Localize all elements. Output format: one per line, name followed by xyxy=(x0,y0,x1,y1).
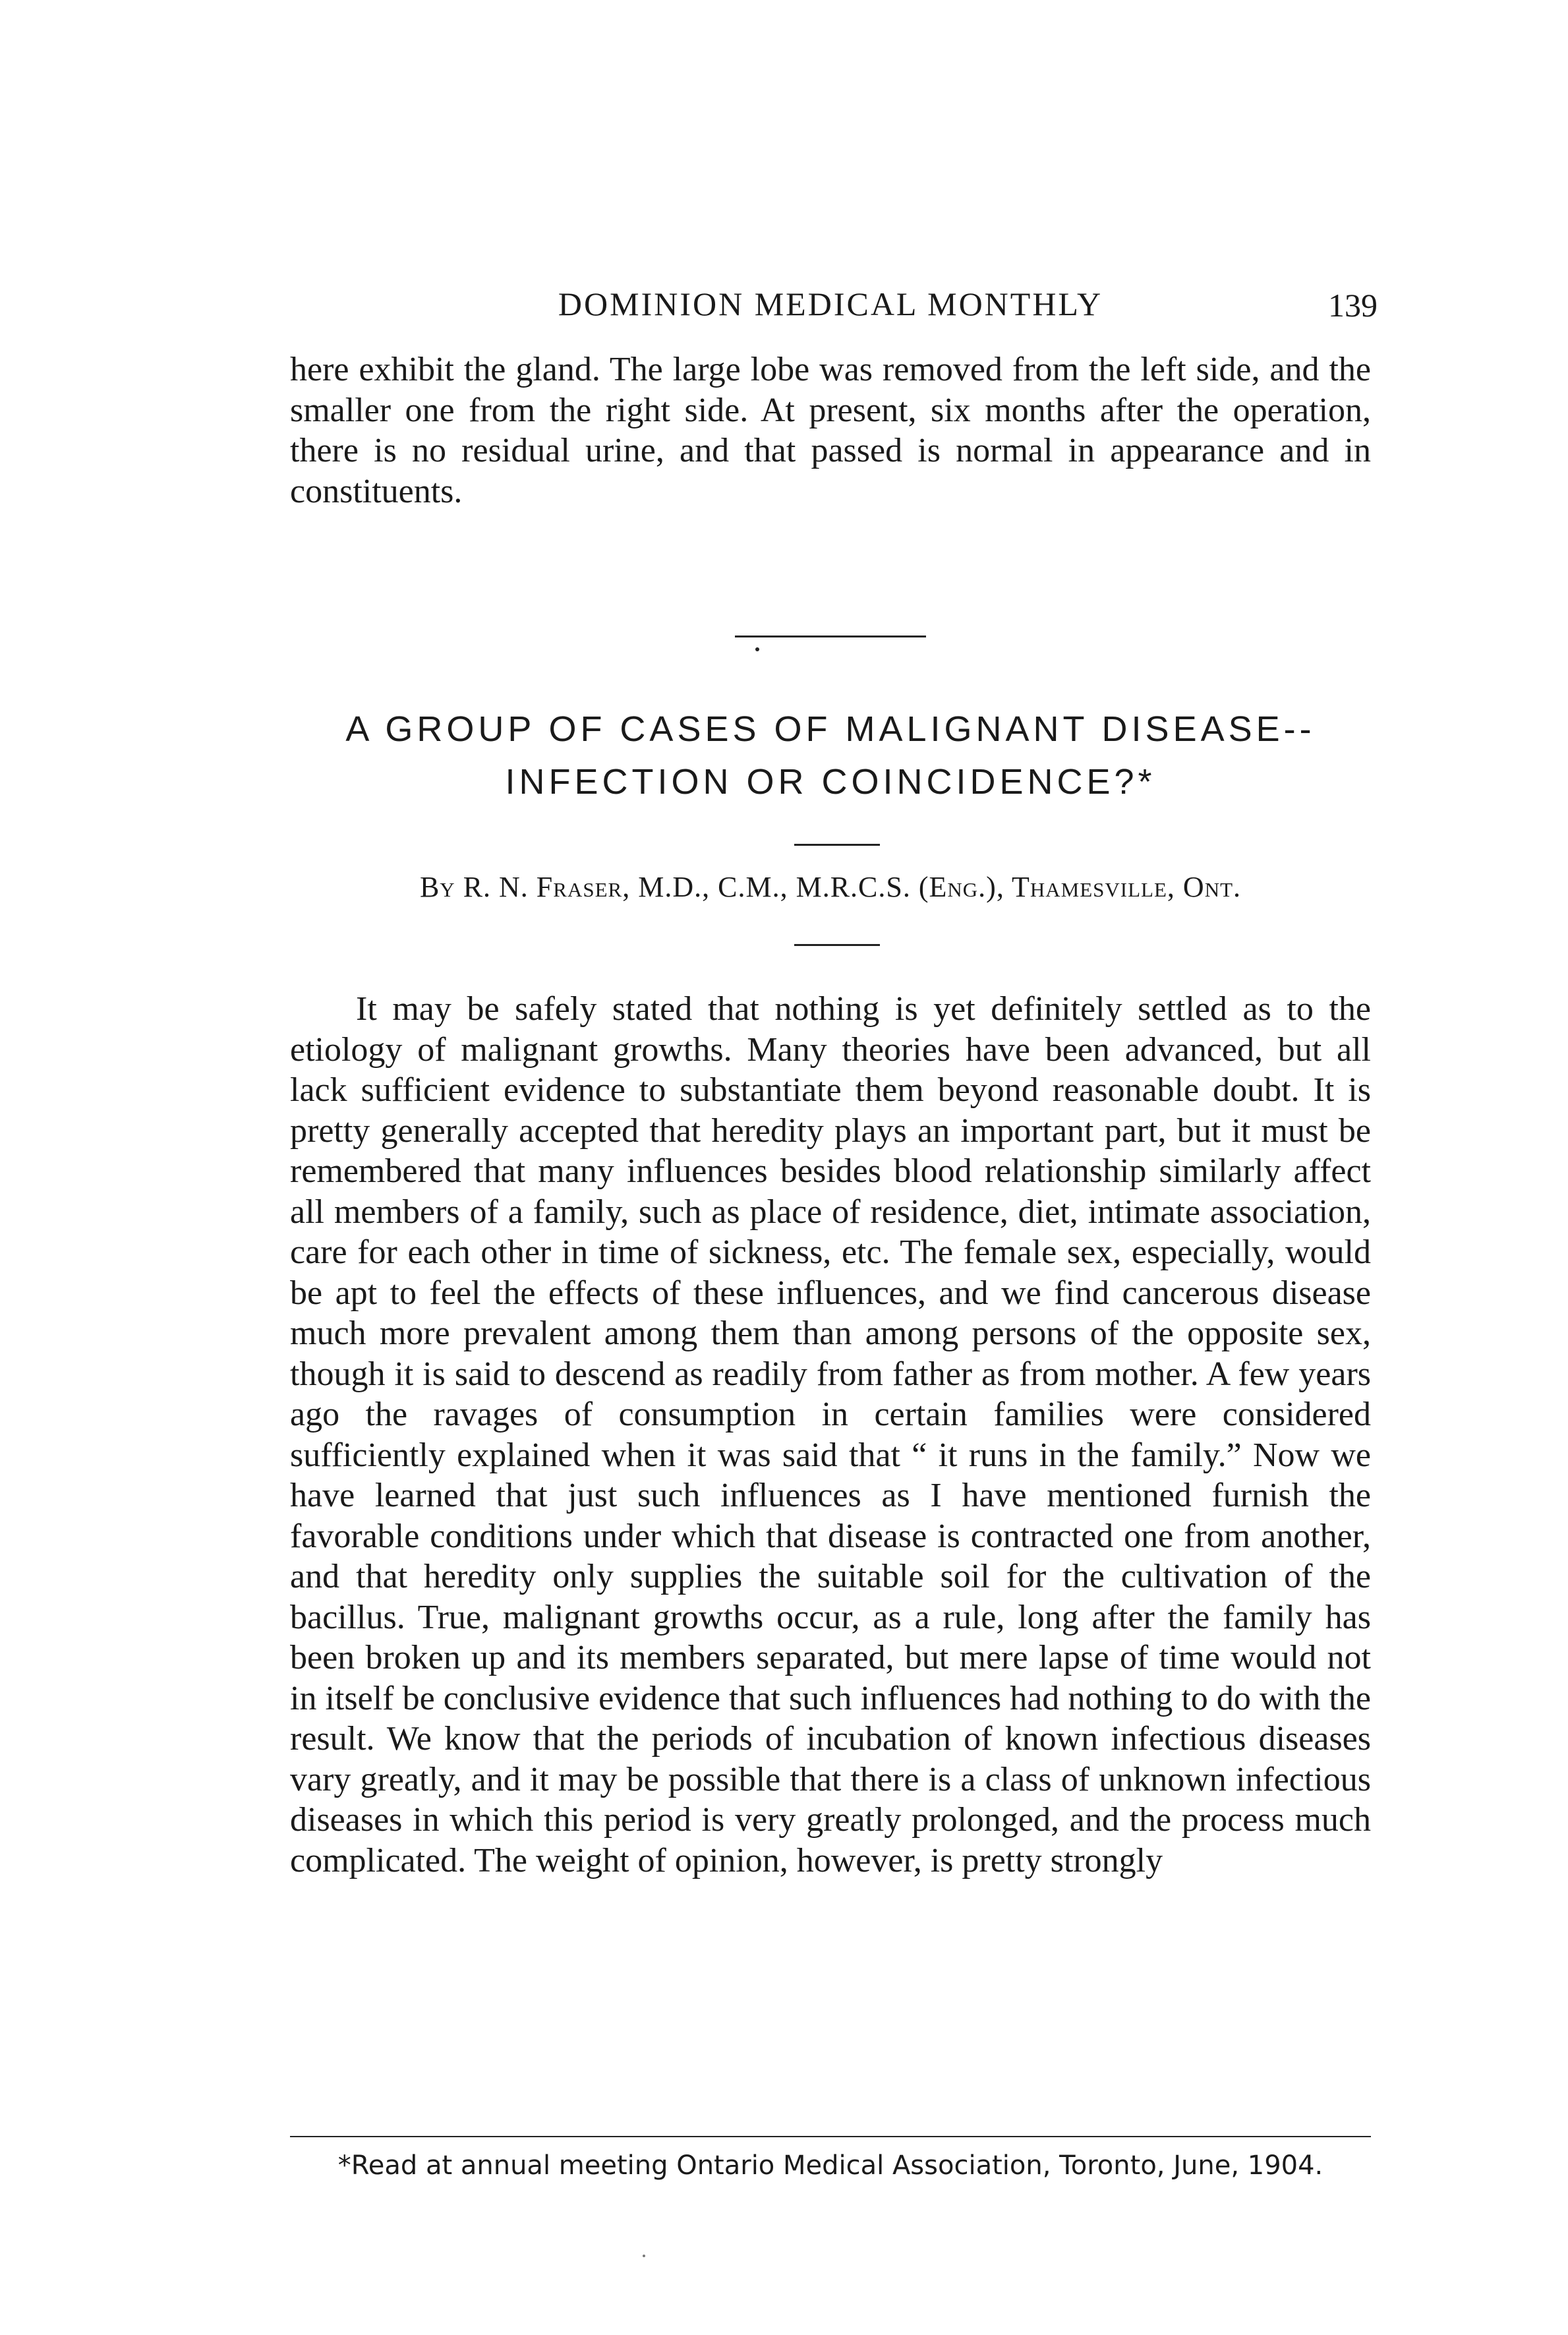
previous-article-ending xyxy=(290,349,1371,512)
byline-rule xyxy=(794,944,880,946)
ornament-dot xyxy=(755,647,759,651)
footnote-rule xyxy=(290,2136,1371,2137)
running-head xyxy=(290,285,1378,331)
author-byline: By R. N. Fraser, M.D., C.M., M.R.C.S. (Eng.), Thamesville, Ont. xyxy=(419,871,1242,903)
journal-title: DOMINION MEDICAL MONTHLY xyxy=(558,285,1103,322)
print-speck xyxy=(643,2255,645,2257)
section-divider xyxy=(735,635,926,637)
page-number: 139 xyxy=(1328,287,1378,324)
paragraph: It may be safely stated that nothing is yet definitely settled as to the etiology of malignant growths. Many theories have been advanced, but all lack sufficient evidence to substantiate them beyond reasonable doubt. It is pretty generally accepted that heredity plays an important part, but it must be remembered that many influences besides blood relationship similarly affect all members of a family, such as place of residence, diet, intimate association, care for each other in time of sickness, etc. The female sex, especially, would be apt to feel the effects of these influences, and we find cancerous disease much more prevalent among them than among persons of the opposite sex, though it is said to descend as readily from father as from mother. A few years ago the ravages of consumption in certain families were considered sufficiently explained when it was said that “ it runs in the family.” Now we have learned that just such influences as I have mentioned furnish the favorable conditions under which that disease is contracted one from another, and that heredity only supplies the suitable soil for the cultivation of the bacillus. True, malignant growths occur, as a rule, long after the family has been broken up and its members separated, but mere lapse of time would not in itself be conclusive evidence that such influences had nothing to do with the result. We know that the periods of incubation of known infectious diseases vary greatly, and it may be possible that there is a class of unknown infectious diseases in which this period is very greatly prolonged, and the process much complicated. The weight of opinion, however, is pretty strongly xyxy=(290,990,1371,1879)
title-rule xyxy=(794,844,880,846)
article-title-line-2: INFECTION OR COINCIDENCE?* xyxy=(505,762,1156,802)
paragraph: here exhibit the gland. The large lobe was removed from the left side, and the smaller one from the right side. At present, six months after the operation, there is no residual urine, and that passed is normal in appearance and in constituents. xyxy=(290,351,1371,510)
footnote: *Read at annual meeting Ontario Medical Association, Toronto, June, 1904. xyxy=(337,2150,1323,2181)
article-body xyxy=(290,989,1371,1881)
article-title-line-1: A GROUP OF CASES OF MALIGNANT DISEASE-- xyxy=(345,709,1316,749)
article-title xyxy=(290,703,1371,808)
